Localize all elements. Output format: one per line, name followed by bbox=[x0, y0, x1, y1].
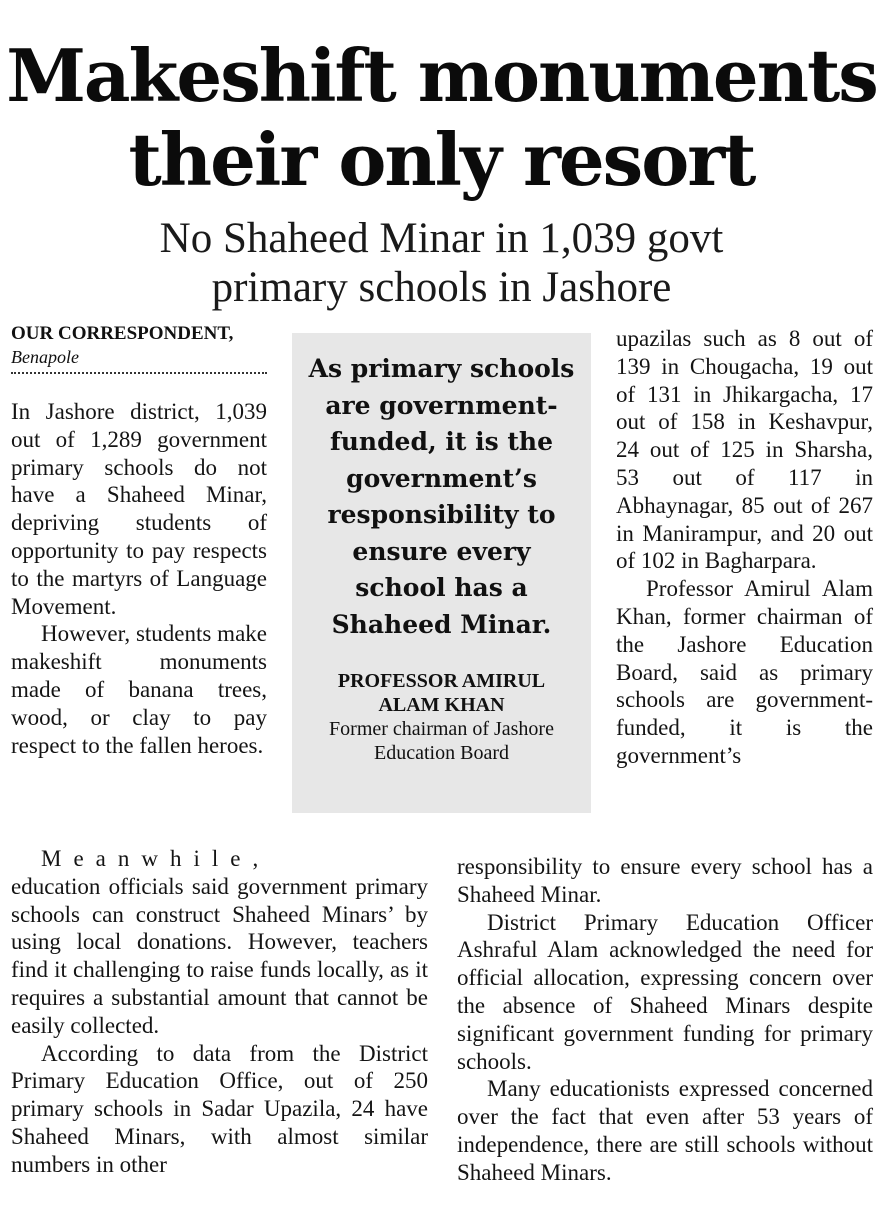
headline bbox=[0, 34, 883, 202]
byline-divider bbox=[11, 372, 267, 374]
article-paragraph-3-start: Meanwhile, bbox=[41, 846, 271, 871]
headline-line-2: their only resort bbox=[128, 117, 755, 202]
article-paragraph-7: Many educationists expressed concerned over the fact that even after 53 years of independence, there are still schools without Shaheed Minars. bbox=[457, 1076, 873, 1185]
byline-location: Benapole bbox=[11, 347, 79, 367]
subheadline bbox=[0, 214, 883, 312]
pull-quote-text: As primary schools are government-funded, it is the government’s responsibility to ensure every school has a Shaheed Minar. bbox=[308, 354, 575, 639]
article-paragraph-2: However, students make makeshift monuments made of banana trees, wood, or clay to pay respect to the fallen heroes. bbox=[11, 621, 267, 758]
headline-line-1: Makeshift monuments bbox=[6, 33, 877, 118]
article-paragraph-6: District Primary Education Officer Ashraful Alam acknowledged the need for official allocation, expressing concern over the absence of Shaheed Minars despite significant government funding for primary schools. bbox=[457, 909, 873, 1074]
pull-quote-attribution-role: Former chairman of Jashore Education Board bbox=[329, 718, 554, 764]
subheadline-line-1: No Shaheed Minar in 1,039 govt bbox=[159, 215, 724, 262]
article-paragraph-1: In Jashore district, 1,039 out of 1,289 government primary schools do not have a Shaheed Minar, depriving students of opportunity to pay respects to the martyrs of Language Movement. bbox=[11, 399, 267, 619]
article-column-3-wide bbox=[457, 853, 873, 1187]
byline-author: OUR CORRESPONDENT, bbox=[11, 323, 234, 344]
article-column-3 bbox=[616, 325, 873, 770]
pull-quote-attribution-name: PROFESSOR AMIRUL ALAM KHAN bbox=[337, 670, 546, 716]
article-column-1-wide bbox=[11, 845, 428, 1179]
article-paragraph-4-continued: upazilas such as 8 out of 139 in Chougacha, 19 out of 131 in Jhikargacha, 17 out of 158 in Keshavpur, 24 out of 125 in Sharsha, 53 out of 117 in Abhaynagar, 85 out of 267 in Manirampur, and 20 out of 102 in Bagharpara. bbox=[616, 326, 873, 574]
pull-quote-box bbox=[292, 333, 591, 813]
article-paragraph-4: According to data from the District Primary Education Office, out of 250 primary schools in Sadar Upazila, 24 have Shaheed Minars, with almost similar numbers in other bbox=[11, 1040, 428, 1177]
subheadline-line-2: primary schools in Jashore bbox=[211, 264, 672, 311]
byline bbox=[11, 322, 267, 374]
article-paragraph-3 bbox=[11, 845, 428, 1040]
article-paragraph-5-rest: responsibility to ensure every school has a Shaheed Minar. bbox=[457, 854, 873, 907]
article-paragraph-5-start: Professor Amirul Alam Khan, former chairman of the Jashore Education Board, said as primary schools are government-funded, it is the government’s bbox=[616, 576, 873, 768]
article-paragraph-3-rest: education officials said government primary schools can construct Shaheed Minars’ by using local donations. However, teachers find it challenging to raise funds locally, as it requires a substantial amount that cannot be easily collected. bbox=[11, 873, 428, 1038]
article-column-1 bbox=[11, 398, 267, 759]
